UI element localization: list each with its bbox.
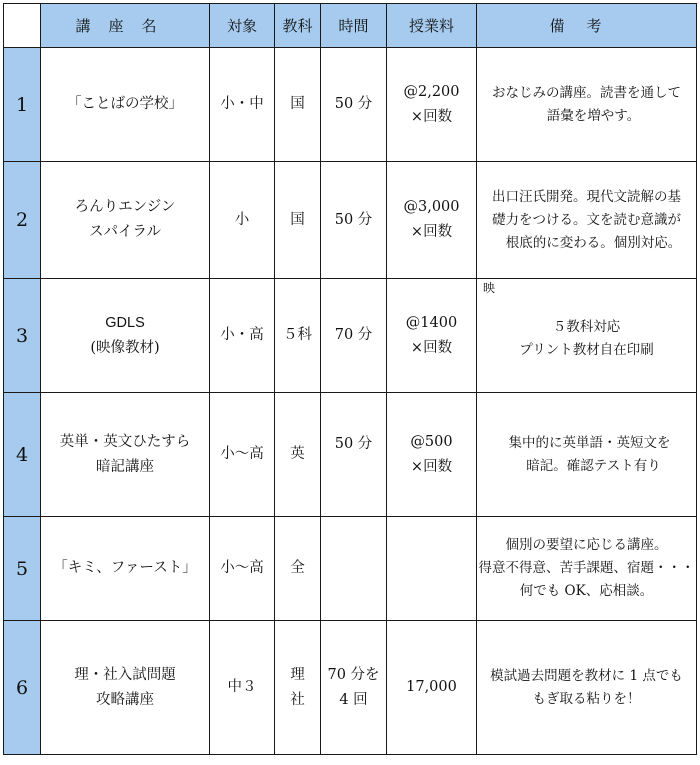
fee-line: 17,000 xyxy=(406,679,457,695)
header-time: 時間 xyxy=(321,4,387,48)
time-cell xyxy=(321,279,387,393)
fee-line: ×回数 xyxy=(410,458,453,475)
course-name-line: (映像教材) xyxy=(90,339,160,356)
row-number: 6 xyxy=(4,621,41,755)
course-name-line: 理・社入試問題 xyxy=(74,666,176,683)
time-line: 4 回 xyxy=(339,691,368,708)
notes-cell xyxy=(477,621,697,755)
course-name-cell xyxy=(41,517,210,621)
notes-line: 根底的に変わる。個別対応。 xyxy=(505,234,682,251)
notes-line: 語彙を増やす。 xyxy=(546,107,641,124)
fee-cell xyxy=(387,517,477,621)
time-line: 50 分 xyxy=(334,436,373,452)
fee-cell xyxy=(387,162,477,279)
notes-cell xyxy=(477,48,697,162)
course-name-line: 攻略講座 xyxy=(96,691,154,708)
course-table xyxy=(3,3,697,755)
time-cell xyxy=(321,162,387,279)
header-fee: 授業料 xyxy=(387,4,477,48)
notes-cell xyxy=(477,517,697,621)
row-number: 3 xyxy=(4,279,41,393)
subject-cell xyxy=(275,517,321,621)
subject-cell xyxy=(275,279,321,393)
notes-line: 暗記。確認テスト有り xyxy=(526,457,661,474)
subject-line: 英 xyxy=(290,446,305,462)
notes-line: 何でも OK、応相談。 xyxy=(519,583,654,599)
course-name-line: ろんりエンジン xyxy=(74,199,176,215)
course-name-cell xyxy=(41,279,210,393)
time-cell xyxy=(321,48,387,162)
notes-line: おなじみの講座。読書を通して xyxy=(492,84,681,101)
table-row xyxy=(4,621,697,755)
course-name-line: 英単・英文ひたすら xyxy=(59,433,191,450)
course-name-line: 暗記講座 xyxy=(96,458,154,475)
header-target: 対象 xyxy=(210,4,275,48)
fee-line: @500 xyxy=(410,433,453,450)
fee-cell xyxy=(387,621,477,755)
notes-line: 礎力をつける。文を読む意識が xyxy=(492,211,681,228)
row-number: 4 xyxy=(4,393,41,517)
subject-line: 社 xyxy=(290,691,305,708)
table-row xyxy=(4,48,697,162)
course-name-line: 「キミ、ファースト」 xyxy=(53,560,197,576)
header-notes: 備考 xyxy=(477,4,697,48)
notes-line: プリント教材自在印刷 xyxy=(519,341,654,358)
notes-cell xyxy=(477,393,697,517)
table-row xyxy=(4,162,697,279)
notes-line: もぎ取る粘りを！ xyxy=(532,690,641,707)
target-cell: 小・中 xyxy=(210,48,275,162)
time-line: 70 分 xyxy=(334,327,373,343)
course-name-line: 「ことばの学校」 xyxy=(67,96,183,112)
subject-line: 国 xyxy=(290,96,305,112)
course-name-line: スパイラル xyxy=(88,224,162,240)
notes-line: 個別の要望に応じる講座。 xyxy=(505,537,668,553)
notes-corner-mark: 映 xyxy=(483,281,496,295)
course-name-cell xyxy=(41,48,210,162)
subject-cell xyxy=(275,393,321,517)
time-cell xyxy=(321,393,387,517)
course-name-cell xyxy=(41,162,210,279)
table-row xyxy=(4,279,697,393)
header-corner-cell xyxy=(4,4,41,48)
notes-line: 出口汪氏開発。現代文読解の基 xyxy=(492,188,681,205)
row-number: 2 xyxy=(4,162,41,279)
table-row xyxy=(4,517,697,621)
fee-line: ×回数 xyxy=(410,108,453,125)
subject-line: ５科 xyxy=(283,327,312,343)
fee-line: ×回数 xyxy=(410,224,453,240)
notes-line: 得意不得意、苦手課題、宿題・・・ xyxy=(478,560,695,576)
row-number: 5 xyxy=(4,517,41,621)
notes-line: 模試過去問題を教材に 1 点でも xyxy=(490,667,683,684)
time-cell xyxy=(321,621,387,755)
table-row xyxy=(4,393,697,517)
fee-line: @1400 xyxy=(405,314,458,331)
header-subject: 教科 xyxy=(275,4,321,48)
fee-line: @2,200 xyxy=(403,83,460,100)
target-cell: 小・高 xyxy=(210,279,275,393)
course-name-cell xyxy=(41,621,210,755)
fee-line: @3,000 xyxy=(403,199,460,215)
notes-line: 集中的に英単語・英短文を xyxy=(508,434,671,451)
subject-cell xyxy=(275,162,321,279)
fee-line: ×回数 xyxy=(410,339,453,356)
fee-cell xyxy=(387,48,477,162)
header-row xyxy=(4,4,697,48)
fee-cell xyxy=(387,393,477,517)
subject-cell xyxy=(275,48,321,162)
header-course-name: 講座名 xyxy=(41,4,210,48)
course-name-cell xyxy=(41,393,210,517)
course-name-line: GDLS xyxy=(105,314,145,331)
notes-cell xyxy=(477,279,697,393)
time-line: 50 分 xyxy=(334,211,373,228)
time-line: 50 分 xyxy=(334,96,373,112)
notes-cell xyxy=(477,162,697,279)
subject-cell xyxy=(275,621,321,755)
target-cell: 小 xyxy=(210,162,275,279)
subject-line: 国 xyxy=(290,211,305,228)
subject-line: 理 xyxy=(290,666,305,683)
row-number: 1 xyxy=(4,48,41,162)
target-cell: 中３ xyxy=(210,621,275,755)
time-line: 70 分を xyxy=(327,666,380,683)
time-cell xyxy=(321,517,387,621)
notes-line: ５教科対応 xyxy=(552,318,621,335)
subject-line: 全 xyxy=(290,560,305,576)
fee-cell xyxy=(387,279,477,393)
target-cell: 小～高 xyxy=(210,517,275,621)
target-cell: 小～高 xyxy=(210,393,275,517)
